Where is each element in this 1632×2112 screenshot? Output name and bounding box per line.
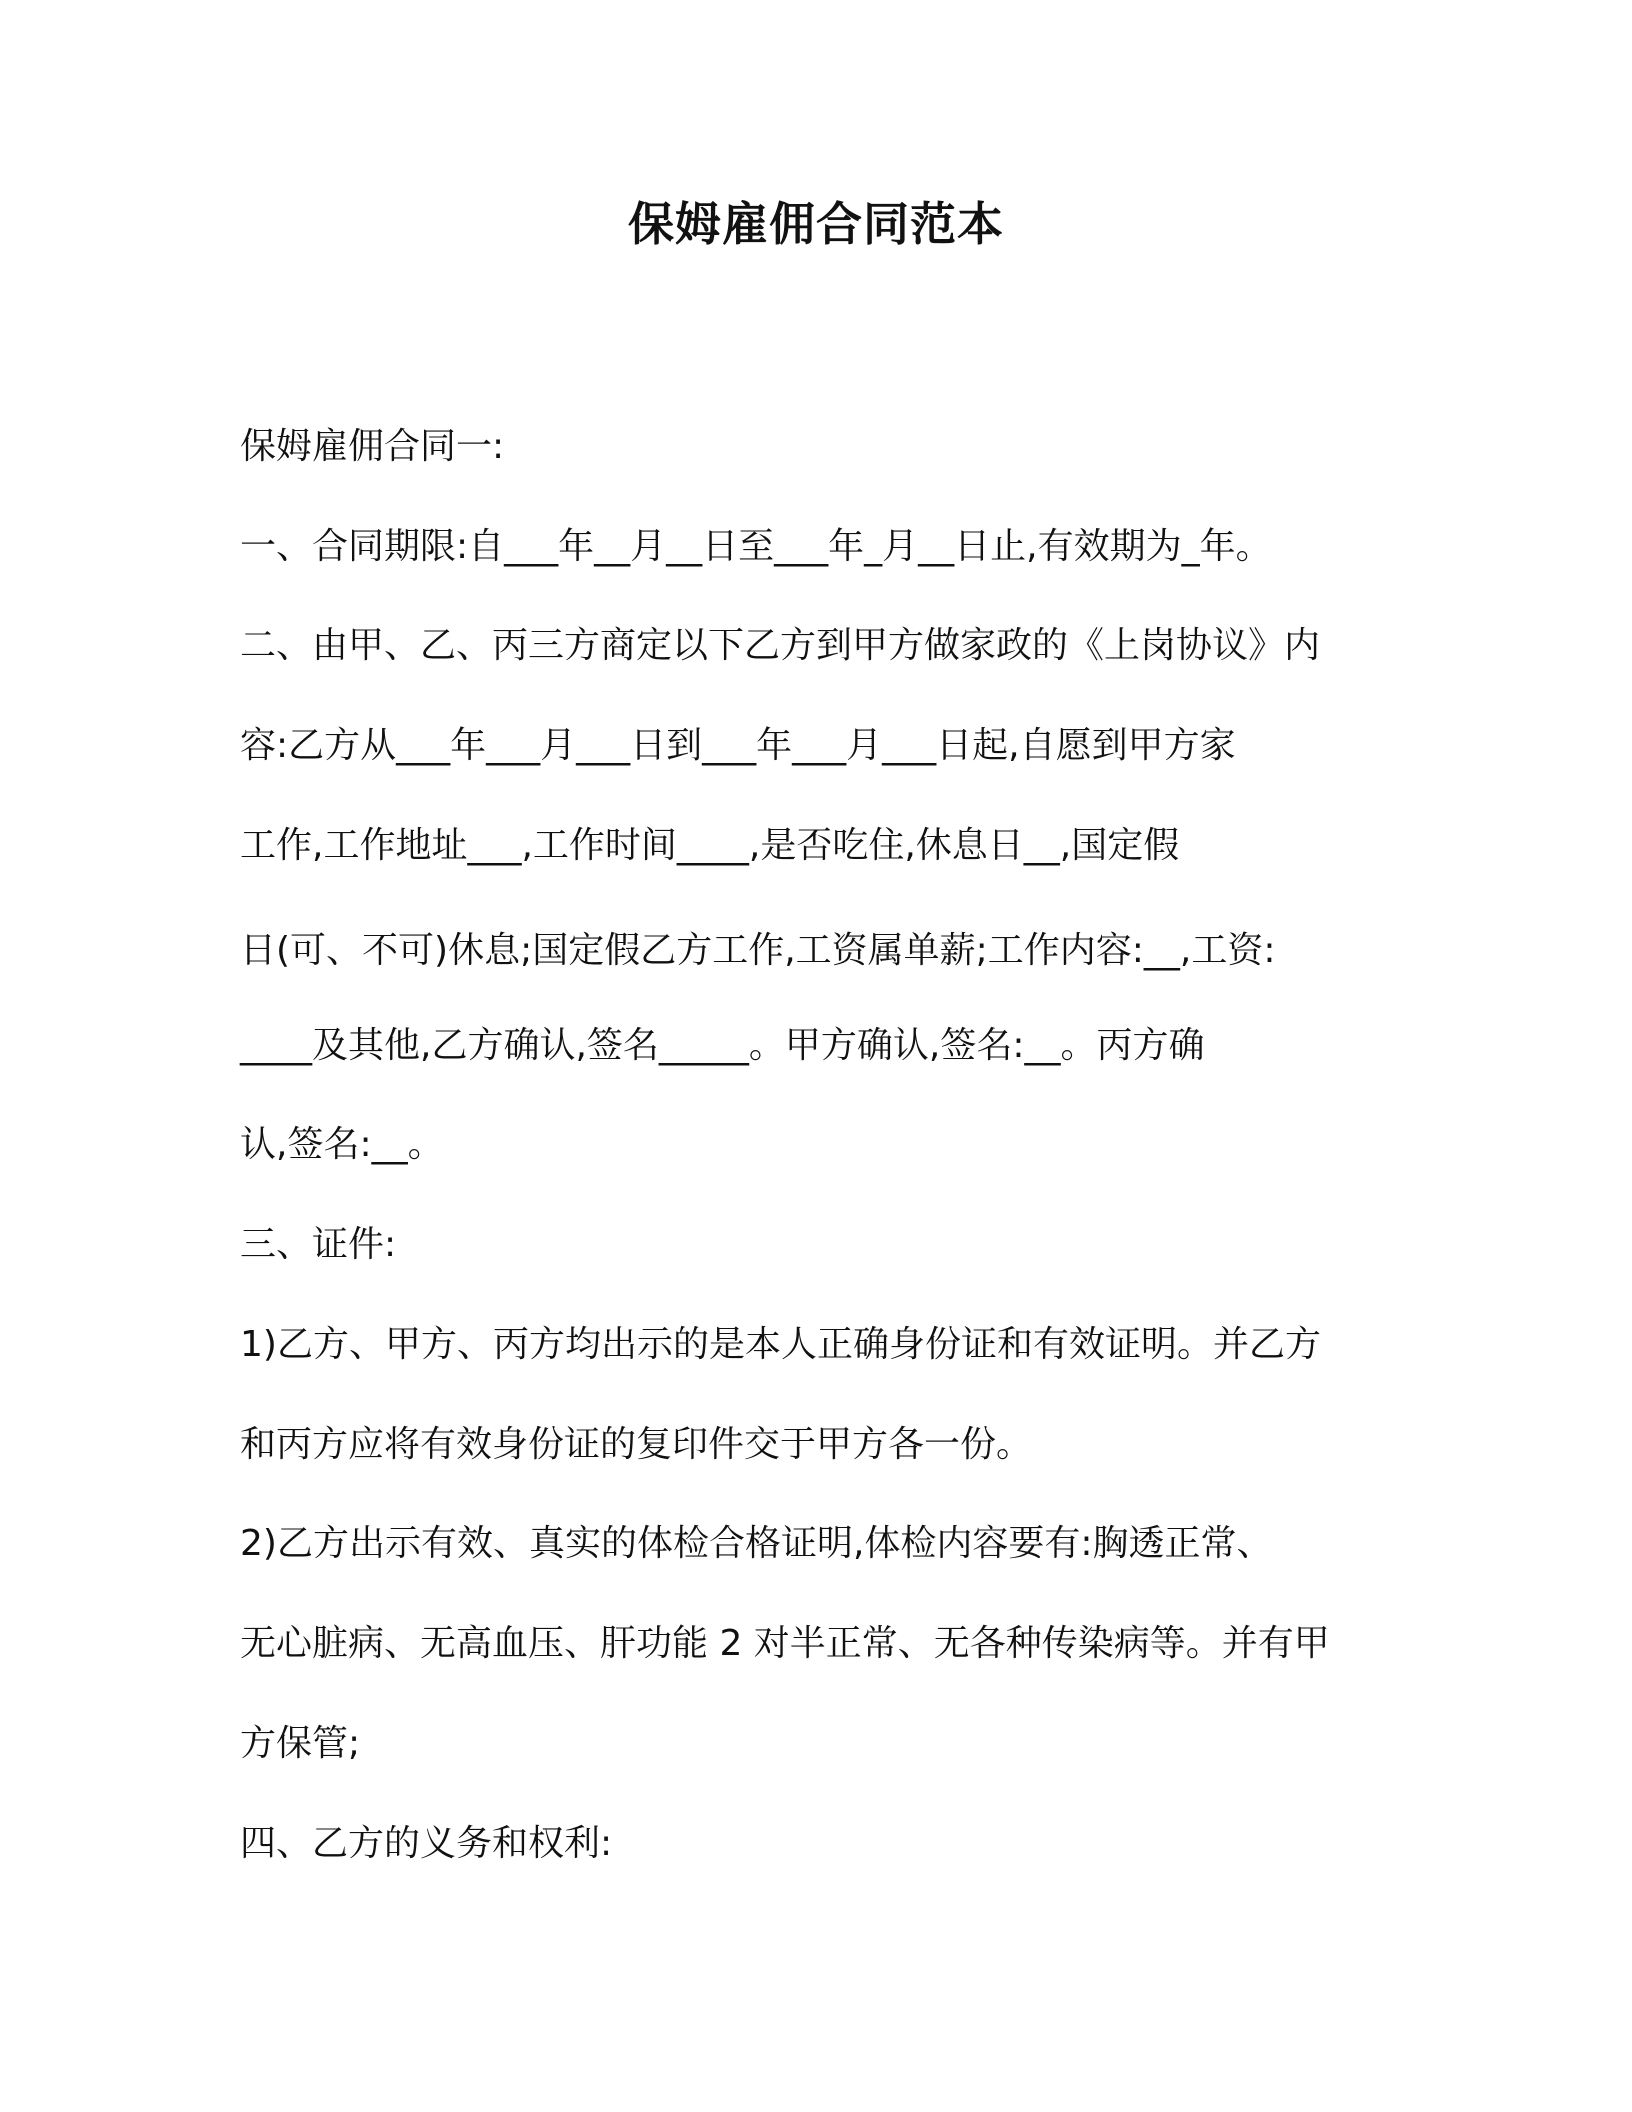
paragraph-line: 认,签名:__。 [240, 1124, 444, 1165]
paragraph-line: 二、由甲、乙、丙三方商定以下乙方到甲方做家政的《上岗协议》内 [240, 625, 1321, 666]
section-heading: 三、证件: [240, 1224, 397, 1265]
paragraph-line: 1)乙方、甲方、丙方均出示的是本人正确身份证和有效证明。并乙方 [240, 1324, 1321, 1365]
paragraph-line: 容:乙方从___年___月___日到___年___月___日起,自愿到甲方家 [240, 725, 1236, 766]
paragraph-line: 方保管; [240, 1723, 361, 1764]
section-heading: 四、乙方的义务和权利: [240, 1823, 613, 1864]
paragraph-line: 工作,工作地址___,工作时间____,是否吃住,休息日__,国定假 [240, 825, 1180, 866]
paragraph-line: 无心脏病、无高血压、肝功能 2 对半正常、无各种传染病等。并有甲 [240, 1623, 1330, 1664]
paragraph-line: 2)乙方出示有效、真实的体检合格证明,体检内容要有:胸透正常、 [240, 1523, 1273, 1564]
document-title: 保姆雇佣合同范本 [628, 197, 1004, 251]
paragraph-line: 一、合同期限:自___年__月__日至___年_月__日止,有效期为_年。 [240, 526, 1272, 567]
paragraph-line: 日(可、不可)休息;国定假乙方工作,工资属单薪;工作内容:__,工资: [240, 930, 1276, 971]
paragraph-line: 和丙方应将有效身份证的复印件交于甲方各一份。 [240, 1424, 1033, 1465]
section-heading: 保姆雇佣合同一: [240, 426, 505, 467]
paragraph-line: ____及其他,乙方确认,签名_____。甲方确认,签名:__。丙方确 [240, 1025, 1205, 1066]
